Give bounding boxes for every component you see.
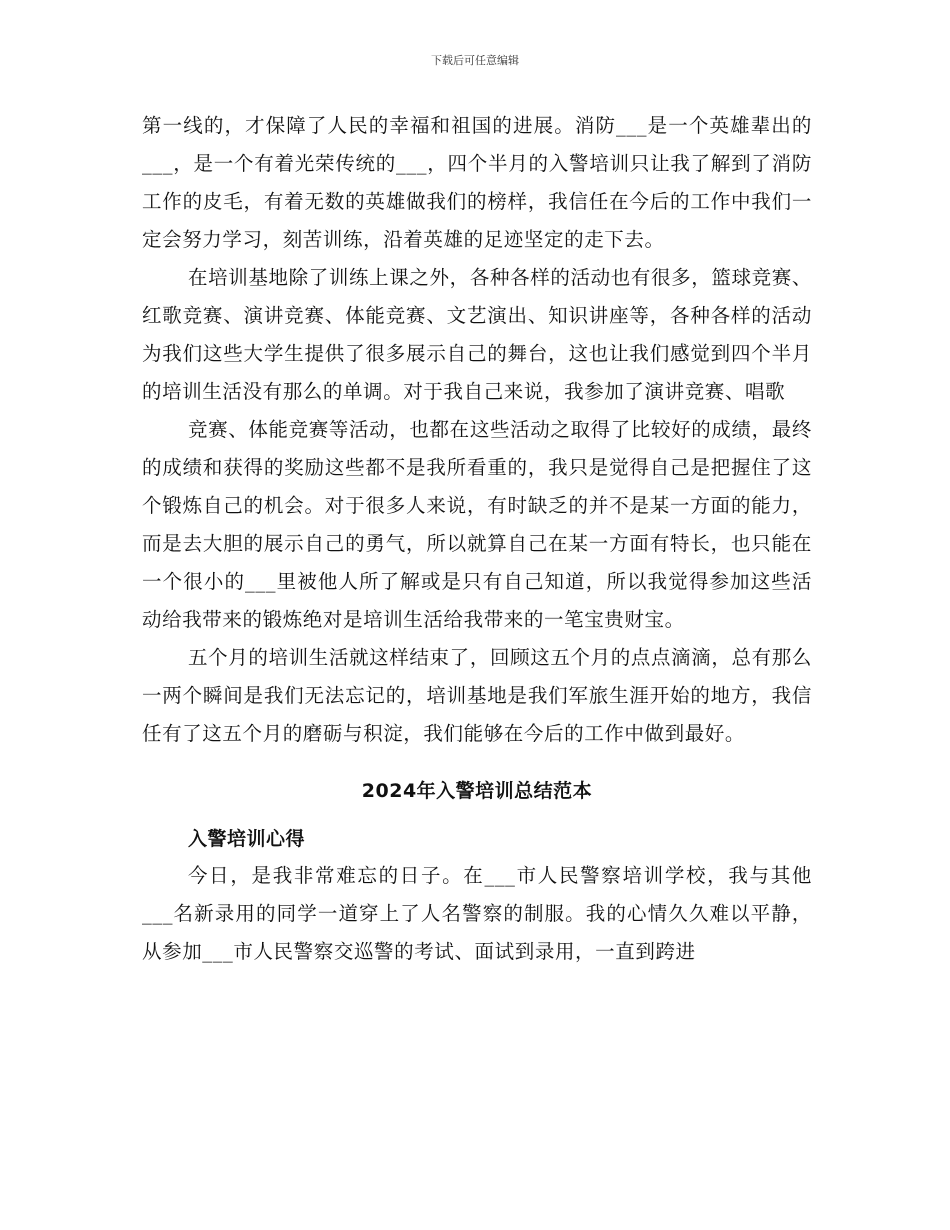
paragraph-3: 竞赛、体能竞赛等活动，也都在这些活动之取得了比较好的成绩，最终的成绩和获得的奖励这些都不是我所看重的，我只是觉得自己是把握住了这个锻炼自己的机会。对于很多人来说，有时缺乏的并不是某一方面的能力，而是去大胆的展示自己的勇气，所以就算自己在某一方面有特长，也只能在一个很小的___里被他人所了解或是只有自己知道，所以我觉得参加这些活动给我带来的锻炼绝对是培训生活给我带来的一笔宝贵财宝。 <box>142 418 812 631</box>
document-body <box>142 107 812 971</box>
paragraph-2: 在培训基地除了训练上课之外，各种各样的活动也有很多，篮球竞赛、红歌竞赛、演讲竞赛、体能竞赛、文艺演出、知识讲座等，各种各样的活动为我们这些大学生提供了很多展示自己的舞台，这也让我们感觉到四个半月的培训生活没有那么的单调。对于我自己来说，我参加了演讲竞赛、唱歌 <box>142 266 812 403</box>
paragraph-1: 第一线的，才保障了人民的幸福和祖国的进展。消防___是一个英雄辈出的___，是一个有着光荣传统的___，四个半月的入警培训只让我了解到了消防工作的皮毛，有着无数的英雄做我们的榜样，我信任在今后的工作中我们一定会努力学习，刻苦训练，沿着英雄的足迹坚定的走下去。 <box>142 114 812 251</box>
section-title: 2024年入警培训总结范本 <box>361 780 593 802</box>
paragraph-4: 五个月的培训生活就这样结束了，回顾这五个月的点点滴滴，总有那么一两个瞬间是我们无法忘记的，培训基地是我们军旅生涯开始的地方，我信任有了这五个月的磨砺与积淀，我们能够在今后的工作中做到最好。 <box>142 646 812 745</box>
page-header: 下载后可任意编辑 <box>431 54 519 67</box>
paragraph-5: 今日，是我非常难忘的日子。在___市人民警察培训学校，我与其他___名新录用的同学一道穿上了人名警察的制服。我的心情久久难以平静，从参加___市人民警察交巡警的考试、面试到录用，一直到跨进 <box>142 864 812 963</box>
section-subtitle: 入警培训心得 <box>188 828 306 850</box>
